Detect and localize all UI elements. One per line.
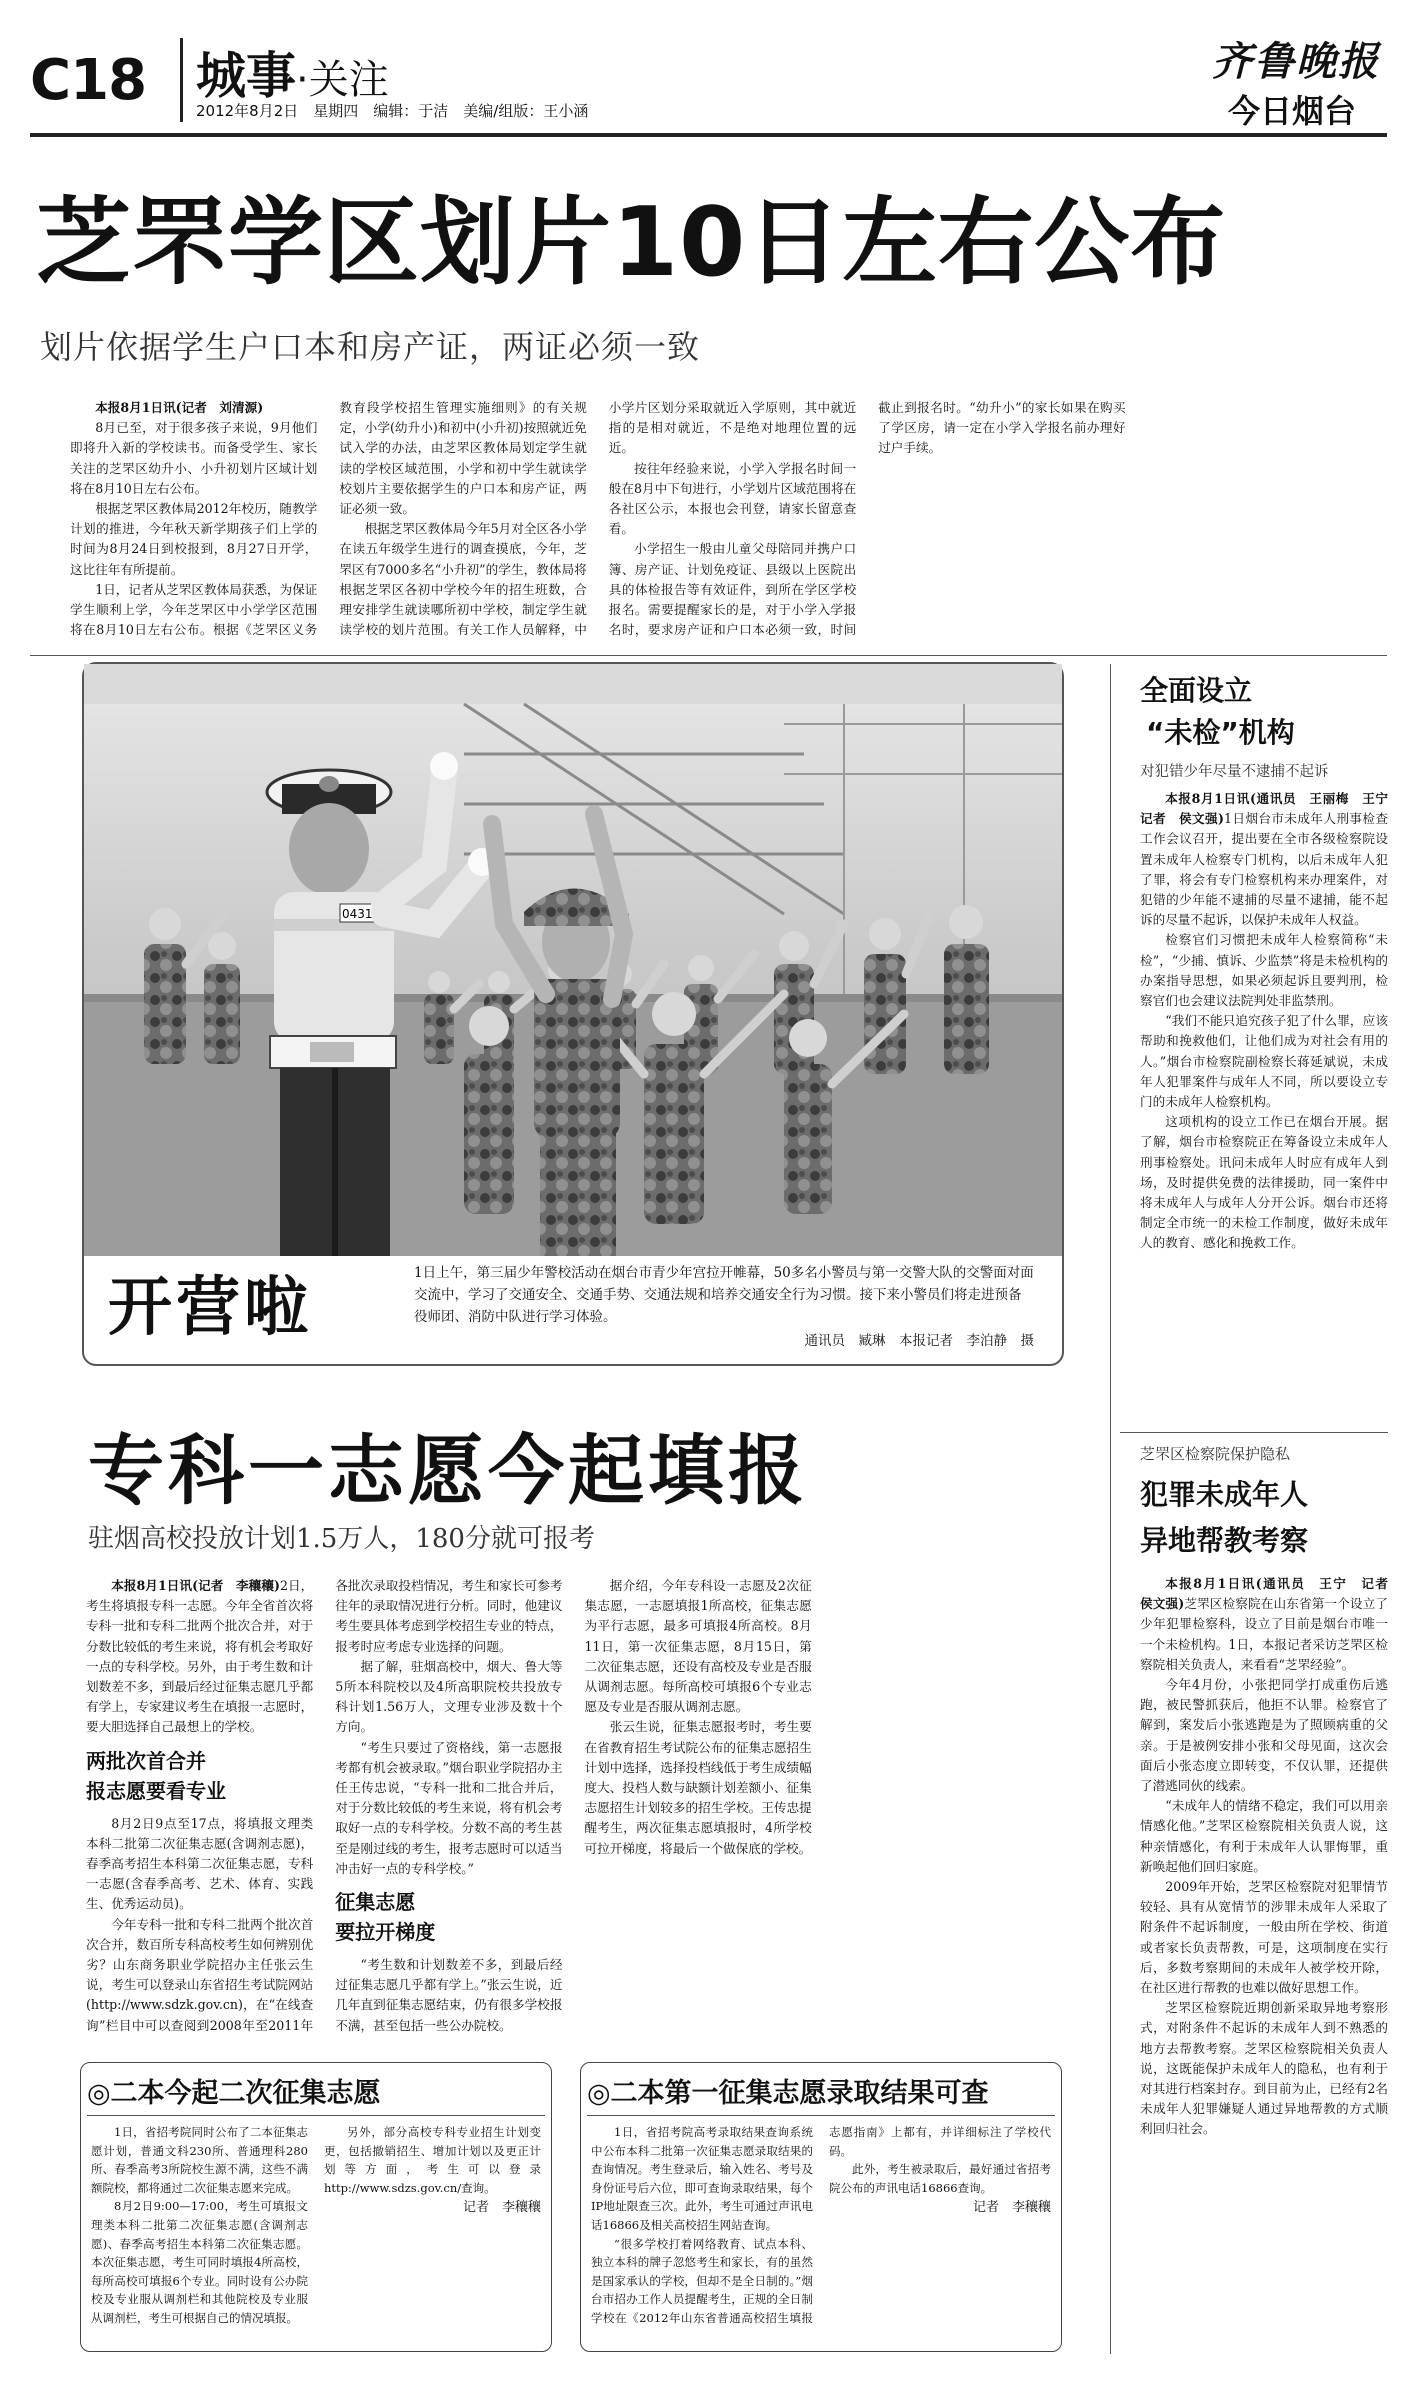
photo-frame: [82, 662, 1064, 1366]
lead-paragraph: 8月已至，对于很多孩子来说，9月他们即将升入新的学校读书。而备受学生、家长关注的芝罘区幼升小、小升初划片区域计划将在8月10日左右公布。: [70, 420, 318, 496]
photo-title: 开营啦: [108, 1271, 312, 1345]
exam-subtitle-1-line: 两批次首合并: [86, 1748, 206, 1773]
exam-paragraph: 今年专科一批和专科二批两个批次首次合并，数百所专科高校考生如何辨别优劣？山东商务职业学院招办主任张云生说，考生可以登录山东省招生考试院网站(http://www.sdzk.gov.cn)，在“在线查询”栏目中可以查阅到2008年至2011年各批次录取投档情况，考生和家长可参考往年的录取情况进行分析。同时，他建议考生要具体考虑到学校招生专业的特点，报考时应考虑专业选择的问题。: [86, 1578, 563, 2033]
exam-subtitle-2-line: 征集志愿: [335, 1890, 416, 1915]
sidebar-story-2: [1140, 1440, 1401, 2334]
side2-title-2: 异地帮教考察: [1140, 1524, 1309, 1557]
lead-paragraph: 小学招生一般由儿童父母陪同并携户口簿、房产证、计划免疫证、县级以上医院出具的体检报告等有效证件，到所在学区学校报名。需要提醒家长的是，对于小学入学报名时，要求房产证和户口本必须一致，时间截止到报名时。“幼升小”的家长如果在购买了学区房，请一定在小学入学报名前办理好过户手续。: [608, 400, 1126, 638]
photo-credit: 通讯员 臧琳 本报记者 李泊静 摄: [804, 1333, 1034, 1349]
exam-headline: 专科一志愿今起填报: [88, 1426, 808, 1515]
box2-byline: 记者 李穰穰: [972, 2200, 1051, 2216]
box1-title: ◎二本今起二次征集志愿: [87, 2078, 381, 2109]
box-second-collection: [80, 2062, 552, 2352]
lead-paragraph: 根据芝罘区教体局今年5月对全区各小学在读五年级学生进行的调查摸底，今年，芝罘区有7000多名“小升初”的学生，教体局将根据芝罘区各初中学校今年的招生班数，合理安排学生就读哪所初中学校，制定学生就读学校的划片范围。有关工作人员解释，中小学片区划分采取就近入学原则，其中就近指的是相对就近，不是绝对地理位置的远近。: [339, 400, 857, 638]
side2-body: [1140, 1574, 1401, 2334]
exam-body: [86, 1576, 1061, 2046]
box2-paragraph: “很多学校打着网络教育、试点本科、独立本科的牌子忽悠考生和家长，有的虽然是国家承认的学校，但却不是全日制的。”烟台市招办工作人员提醒考生，正规的全日制学校在《2012年山东省普通高校招生填报志愿指南》上都有，并详细标注了学校代码。: [591, 2125, 1051, 2325]
exam-paragraph: 2日，考生将填报专科一志愿。今年全省首次将专科一批和专科二批两个批次合并，对于分数比较低的考生来说，将有机会考取好一点的专科学校。另外，由于考生数和计划数差不多，到最后经过征集志愿几乎都有学上，专家建议考生在填报一志愿时，要大胆选择自己最想上的学校。: [86, 1578, 314, 1735]
lead-paragraph: 1日，记者从芝罘区教体局获悉，为保证学生顺利上学，今年芝罘区中小学学区范围将在8月10日左右公布。根据《芝罘区义务教育段学校招生管理实施细则》的有关规定，小学(幼升小)和初中(小升初)按照就近免试入学的办法，由芝罘区教体局划定学生就读的学校区域范围，小学和初中学生就读学校划片主要依据学生的户口本和房产证，两证必须一致。: [70, 400, 587, 638]
section-sub: ·关注: [296, 57, 389, 103]
side2-paragraph: “未成年人的情绪不稳定，我们可以用亲情感化他。”芝罘区检察院相关负责人说，这种亲情感化，有利于未成年人认罪悔罪，重新唤起他们回归家庭。: [1140, 1798, 1388, 1874]
lead-headline: 芝罘学区划片10日左右公布: [36, 188, 1227, 298]
section-name: 城事: [196, 47, 296, 105]
box1-paragraph: 8月2日9:00—17:00，考生可填报文理类本科二批第二次征集志愿(含调剂志愿)、春季高考招生本科第二次征集志愿。本次征集志愿，考生可同时填报4所高校，每所高校可填报6个专业。同时设有公办院校及专业服从调剂栏和其他院校及专业服从调剂栏，考生可根据自己的情况填报。: [91, 2199, 308, 2325]
exam-subtitle-1-line: 报志愿要看专业: [86, 1778, 226, 1803]
side2-paragraph: 今年4月份，小张把同学打成重伤后逃跑，被民警抓获后，他拒不认罪。检察官了解到，案发后小张逃跑是为了照顾病重的父亲。于是被例安排小张和父母见面，这次会面后小张态度立即转变，不仅认罪，还提供了潜逃同伙的线索。: [1140, 1677, 1388, 1794]
sidebar-story-1: [1140, 670, 1401, 1429]
side1-title-2: “未检”机构: [1146, 716, 1295, 749]
paper-logo: 齐鲁晚报: [1212, 38, 1380, 85]
exam-subtitle-1: [86, 1746, 313, 1806]
box1-paragraph: 另外，部分高校专科专业招生计划变更，包括撤销招生、增加计划以及更正计划等方面，考生可以登录http://www.sdzs.gov.cn/查询。: [324, 2125, 541, 2195]
exam-paragraph: 8月2日9点至17点，将填报文理类本科二批第二次征集志愿(含调剂志愿)，春季高考招生本科第二次征集志愿，专科一志愿(含春季高考、艺术、体育、实践生、优秀运动员)。: [86, 1815, 314, 1912]
lead-paragraph: 根据芝罘区教体局2012年校历，随教学计划的推进，今年秋天新学期孩子们上学的时间为8月24日到校报到，8月27日开学，这比往年有所提前。: [70, 501, 318, 577]
lead-paragraph: 按往年经验来说，小学入学报名时间一般在8月中下旬进行，小学划片区域范围将在各社区公示，本报也会刊登，请家长留意查看。: [608, 460, 857, 537]
side2-paragraph: 芝罘区检察院近期创新采取异地考察形式，对附条件不起诉的未成年人到不熟悉的地方去帮教考察。芝罘区检察院相关负责人说，这既能保护未成年人的隐私，也有利于对其进行档案封存。到目前为止，已经有2名未成年人犯罪嫌疑人通过异地帮教的方式顺利回归社会。: [1140, 2000, 1388, 2137]
box2-paragraph: 此外，考生被录取后，最好通过省招考院公布的声讯电话16866查询。: [829, 2162, 1051, 2195]
page-number: C18: [30, 48, 147, 113]
section-title: [196, 36, 389, 108]
edition-label: 今日烟台: [1228, 92, 1357, 130]
lead-dateline: 本报8月1日讯(记者 刘清源): [95, 400, 264, 415]
photo-caption: [414, 1262, 1034, 1352]
side1-dateline: 本报8月1日讯(通讯员 王丽梅 王宁 记者 侯文强): [1140, 791, 1401, 827]
exam-subhead: 驻烟高校投放计划1.5万人，180分就可报考: [88, 1524, 595, 1554]
side1-subtitle: 对犯错少年尽量不逮捕不起诉: [1140, 764, 1329, 780]
box2-paragraph: 1日，省招考院高考录取结果查询系统中公布本科二批第一次征集志愿录取结果的查询情况。考生登录后，输入姓名、考号及身份证号后六位，即可查询录取结果，每个IP地址限查三次。此外，考生可通过声讯电话16866及相关高校招生网站查询。: [591, 2125, 813, 2232]
side2-paragraph: 2009年开始，芝罘区检察院对犯罪情节较轻、具有从宽情节的涉罪未成年人采取了附条件不起诉制度，一般由所在学校、街道或者家长负责帮教，可是，这项制度在实行后，多数考察期间的未成年人被学校开除，在社区进行帮教的也难以做好思想工作。: [1140, 1879, 1388, 1996]
exam-subtitle-2-line: 要拉开梯度: [335, 1920, 436, 1945]
side1-body: [1140, 789, 1401, 1429]
lead-body: [70, 398, 1395, 646]
news-photo: [84, 664, 1062, 1256]
side2-title-1: 犯罪未成年人: [1140, 1478, 1309, 1511]
date-line: 2012年8月2日 星期四 编辑：于洁 美编/组版：王小涵: [196, 102, 589, 120]
exam-paragraph: “考生只要过了资格线，第一志愿报考都有机会被录取。”烟台职业学院招办主任王传忠说，“专科一批和二批合并后，对于分数比较低的考生来说，将有机会考取好一点的专科学校。分数不高的考生甚至是刚过线的考生，报考志愿时可以适当冲击好一点的专科学校。”: [335, 1739, 563, 1876]
side2-dateline: 本报8月1日讯(通讯员 王宁 记者 侯文强): [1140, 1576, 1401, 1612]
box2-title: ◎二本第一征集志愿录取结果可查: [587, 2078, 989, 2109]
side1-paragraph: 检察官们习惯把未成年人检察简称“未检”，“少捕、慎诉、少监禁”将是未检机构的办案指导思想，如果必须起诉且要判刑，检察官们也会建议法院判处非监禁刑。: [1140, 932, 1388, 1009]
police-badge-number: 043158: [342, 907, 388, 921]
exam-paragraph: 据介绍，今年专科设一志愿及2次征集志愿，一志愿填报1所高校，征集志愿为平行志愿，最多可填报4所高校。8月11日，第一次征集志愿，8月15日，第二次征集志愿，还设有高校及专业是否服从调剂志愿。每所高校可填报6个专业志愿及专业是否服从调剂志愿。: [584, 1578, 812, 1715]
box1-byline: 记者 李穰穰: [462, 2200, 541, 2216]
photo-caption-text: 1日上午，第三届少年警校活动在烟台市青少年宫拉开帷幕，50多名小警员与第一交警大队的交警面对面交流中，学习了交通安全、交通手势、交通法规和培养交通安全行为习惯。接下来小警员们将走进预备役师团、消防中队进行学习体验。: [414, 1265, 1034, 1325]
side1-paragraph: 这项机构的设立工作已在烟台开展。据了解，烟台市检察院正在筹备设立未成年人刑事检察处。讯问未成年人时应有成年人到场，及时提供免费的法律援助，同一案件中将未成年人与成年人分开公诉。烟台市还将制定全市统一的未检工作制度，做好未成年人的教育、感化和挽救工作。: [1140, 1114, 1388, 1251]
exam-paragraph: “考生数和计划数差不多，到最后经过征集志愿几乎都有学上。”张云生说，近几年直到征集志愿结束，仍有很多学校报不满，甚至包括一些公办院校。: [335, 1957, 563, 2033]
box1-paragraph: 1日，省招考院同时公布了二本征集志愿计划，普通文科230所、普通理科280所、春季高考3所院校生源不满，这些不满额院校，都将通过二次征集志愿来完成。: [91, 2125, 308, 2195]
side2-paragraph: 芝罘区检察院在山东省第一个设立了少年犯罪检察科，设立了目前是烟台市唯一一个未检机构。1日，本报记者采访芝罘区检察院相关负责人，来看看“芝罘经验”。: [1140, 1596, 1389, 1672]
side1-paragraph: “我们不能只追究孩子犯了什么罪，应该帮助和挽救他们，让他们成为对社会有用的人。”烟台市检察院副检察长蒋延斌说，未成年人犯罪案件与成年人不同，所以要设立专门的未成年人检察机构。: [1140, 1013, 1388, 1110]
box-first-collection-results: [580, 2062, 1062, 2352]
exam-subtitle-2: [335, 1887, 562, 1947]
box1-body: [91, 2123, 541, 2343]
exam-dateline: 本报8月1日讯(记者 李穰穰): [111, 1578, 280, 1593]
lead-subhead: 划片依据学生户口本和房产证，两证必须一致: [40, 328, 701, 366]
side2-kicker: 芝罘区检察院保护隐私: [1140, 1445, 1291, 1463]
exam-paragraph: 据了解，驻烟高校中，烟大、鲁大等5所本科院校以及4所高职院校共投放专科计划1.56万人，文理专业涉及数十个方向。: [335, 1658, 563, 1735]
side1-paragraph: 1日烟台市未成年人刑事检查工作会议召开，提出要在全市各级检察院设置未成年人检察专门机构，以后未成年人犯了罪，将会有专门检察机构来办理案件，对犯错的少年能不逮捕的尽量不逮捕，能不起诉的尽量不起诉，以保护未成年人权益。: [1140, 811, 1388, 928]
exam-paragraph: 张云生说，征集志愿报考时，考生要在省教育招生考试院公布的征集志愿招生计划中选择，选择投档线低于考生成绩幅度大、投档人数与缺额计划差额小、征集志愿招生计划较多的招生学校。王传忠提醒考生，两次征集志愿填报时，4所学校可拉开梯度，将最后一个做保底的学校。: [584, 1719, 812, 1856]
side1-title-1: 全面设立: [1140, 674, 1253, 707]
box2-body: [591, 2123, 1051, 2343]
